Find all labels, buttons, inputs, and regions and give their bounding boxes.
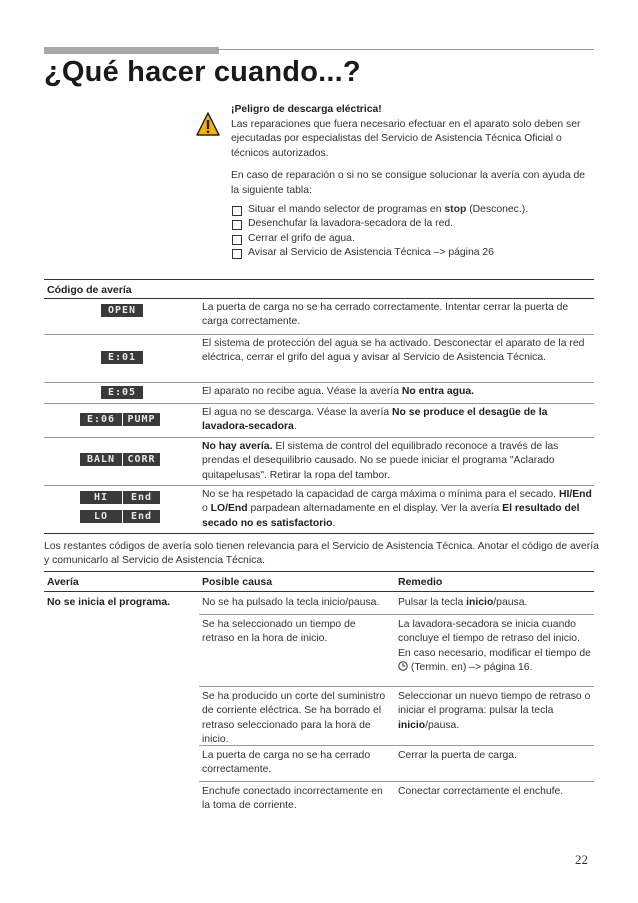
table-rule <box>199 614 594 615</box>
table-rule <box>199 781 594 782</box>
col-header-averia: Avería <box>47 576 79 588</box>
header-line <box>219 49 594 50</box>
table-rule <box>199 686 594 687</box>
error-code-display: E:01 <box>101 351 143 364</box>
warning-block <box>231 103 596 261</box>
error-code-display: E:06 <box>80 413 122 426</box>
error-code-display: End <box>123 510 160 523</box>
step-item: Desenchufar la lavadora-secadora de la red. <box>231 217 596 232</box>
table-row: No se ha respetado la capacidad de carga máxima o mínima para el secado. HI/End o LO/End parpadean alternadamente en el display. Ver la avería El resultado del secado no es satisfactorio. <box>202 489 592 529</box>
step-item: Cerrar el grifo de agua. <box>231 232 596 247</box>
warning-heading: ¡Peligro de descarga eléctrica! <box>231 104 382 115</box>
cause-cell: Enchufe conectado incorrectamente en la toma de corriente. <box>202 786 383 812</box>
step-item: Avisar al Servicio de Asistencia Técnica –> página 26 <box>231 246 596 261</box>
table-rule <box>44 403 594 404</box>
error-code-display: LO <box>80 510 122 523</box>
cause-cell: Se ha seleccionado un tiempo de retraso en la hora de inicio. <box>202 619 356 645</box>
table-rule <box>44 571 594 572</box>
remedy-cell: La lavadora-secadora se inicia cuando concluye el tiempo de retraso del inicio. En caso necesario, modificar el tiempo de (Termin. en) –> página 16. <box>398 619 591 674</box>
page-number: 22 <box>575 852 588 867</box>
error-code-display: PUMP <box>123 413 160 426</box>
page-title: ¿Qué hacer cuando...? <box>44 56 361 88</box>
checkbox-icon <box>232 235 242 245</box>
table-rule <box>44 437 594 438</box>
table-rule <box>44 485 594 486</box>
table-rule <box>44 334 594 335</box>
error-code-display: BALN <box>80 453 122 466</box>
col-header-remedio: Remedio <box>398 576 443 588</box>
warning-text: Las reparaciones que fuera necesario efectuar en el aparato solo deben ser ejecutadas por especialistas del Servicio de Asistencia Técnica Oficial o técnicos autorizados. <box>231 118 581 159</box>
header-bar <box>44 47 219 54</box>
cause-cell: No se ha pulsado la tecla inicio/pausa. <box>202 597 380 608</box>
codes-header: Código de avería <box>47 284 132 296</box>
table-rule <box>44 382 594 383</box>
clock-icon <box>398 661 408 671</box>
checkbox-icon <box>232 220 242 230</box>
checkbox-icon <box>232 206 242 216</box>
warning-triangle-icon <box>196 112 220 136</box>
step-item: Situar el mando selector de programas en stop (Desconec.). <box>231 203 596 218</box>
table-rule <box>44 591 594 592</box>
remedy-cell: Cerrar la puerta de carga. <box>398 750 517 761</box>
table-rule <box>44 298 594 299</box>
error-code-display: HI <box>80 491 122 504</box>
fault-label: No se inicia el programa. <box>47 597 170 608</box>
error-code-display: OPEN <box>101 304 143 317</box>
cause-cell: Se ha producido un corte del suministro de corriente eléctrica. Se ha borrado el retraso seleccionado para la hora de inicio. <box>202 691 386 746</box>
warning-para2: En caso de reparación o si no se consigue solucionar la avería con ayuda de la siguiente tabla: <box>231 170 586 196</box>
table-rule <box>44 279 594 280</box>
table-rule <box>199 745 594 746</box>
remedy-cell: Pulsar la tecla inicio/pausa. <box>398 597 528 608</box>
cause-cell: La puerta de carga no se ha cerrado correctamente. <box>202 750 371 776</box>
table-row: No hay avería. El sistema de control del equilibrado reconoce a través de las prendas el desequilibrio causado. No se puede iniciar el programa "Aclarado quitapelusas". Retirar la ropa del tambor. <box>202 441 559 481</box>
note-text: Los restantes códigos de avería solo tienen relevancia para el Servicio de Asistencia Técnica. Anotar el código de avería y comunicarlo al Servicio de Asistencia Técnica. <box>44 541 599 567</box>
remedy-cell: Conectar correctamente el enchufe. <box>398 786 564 797</box>
error-code-display: End <box>123 491 160 504</box>
error-code-display: CORR <box>123 453 160 466</box>
error-code-display: E:05 <box>101 386 143 399</box>
table-row: La puerta de carga no se ha cerrado correctamente. Intentar cerrar la puerta de carga correctamente. <box>202 302 569 328</box>
remedy-cell: Seleccionar un nuevo tiempo de retraso o iniciar el programa: pulsar la tecla inicio/pausa. <box>398 691 591 731</box>
table-row: El agua no se descarga. Véase la avería No se produce el desagüe de la lavadora-secadora. <box>202 407 548 433</box>
table-row: El aparato no recibe agua. Véase la avería No entra agua. <box>202 386 475 397</box>
table-row: El sistema de protección del agua se ha activado. Desconectar el aparato de la red eléctrica, cerrar el grifo del agua y avisar al Servicio de Asistencia Técnica. <box>202 338 585 364</box>
checkbox-icon <box>232 249 242 259</box>
col-header-causa: Posible causa <box>202 576 273 588</box>
table-rule <box>44 533 594 534</box>
